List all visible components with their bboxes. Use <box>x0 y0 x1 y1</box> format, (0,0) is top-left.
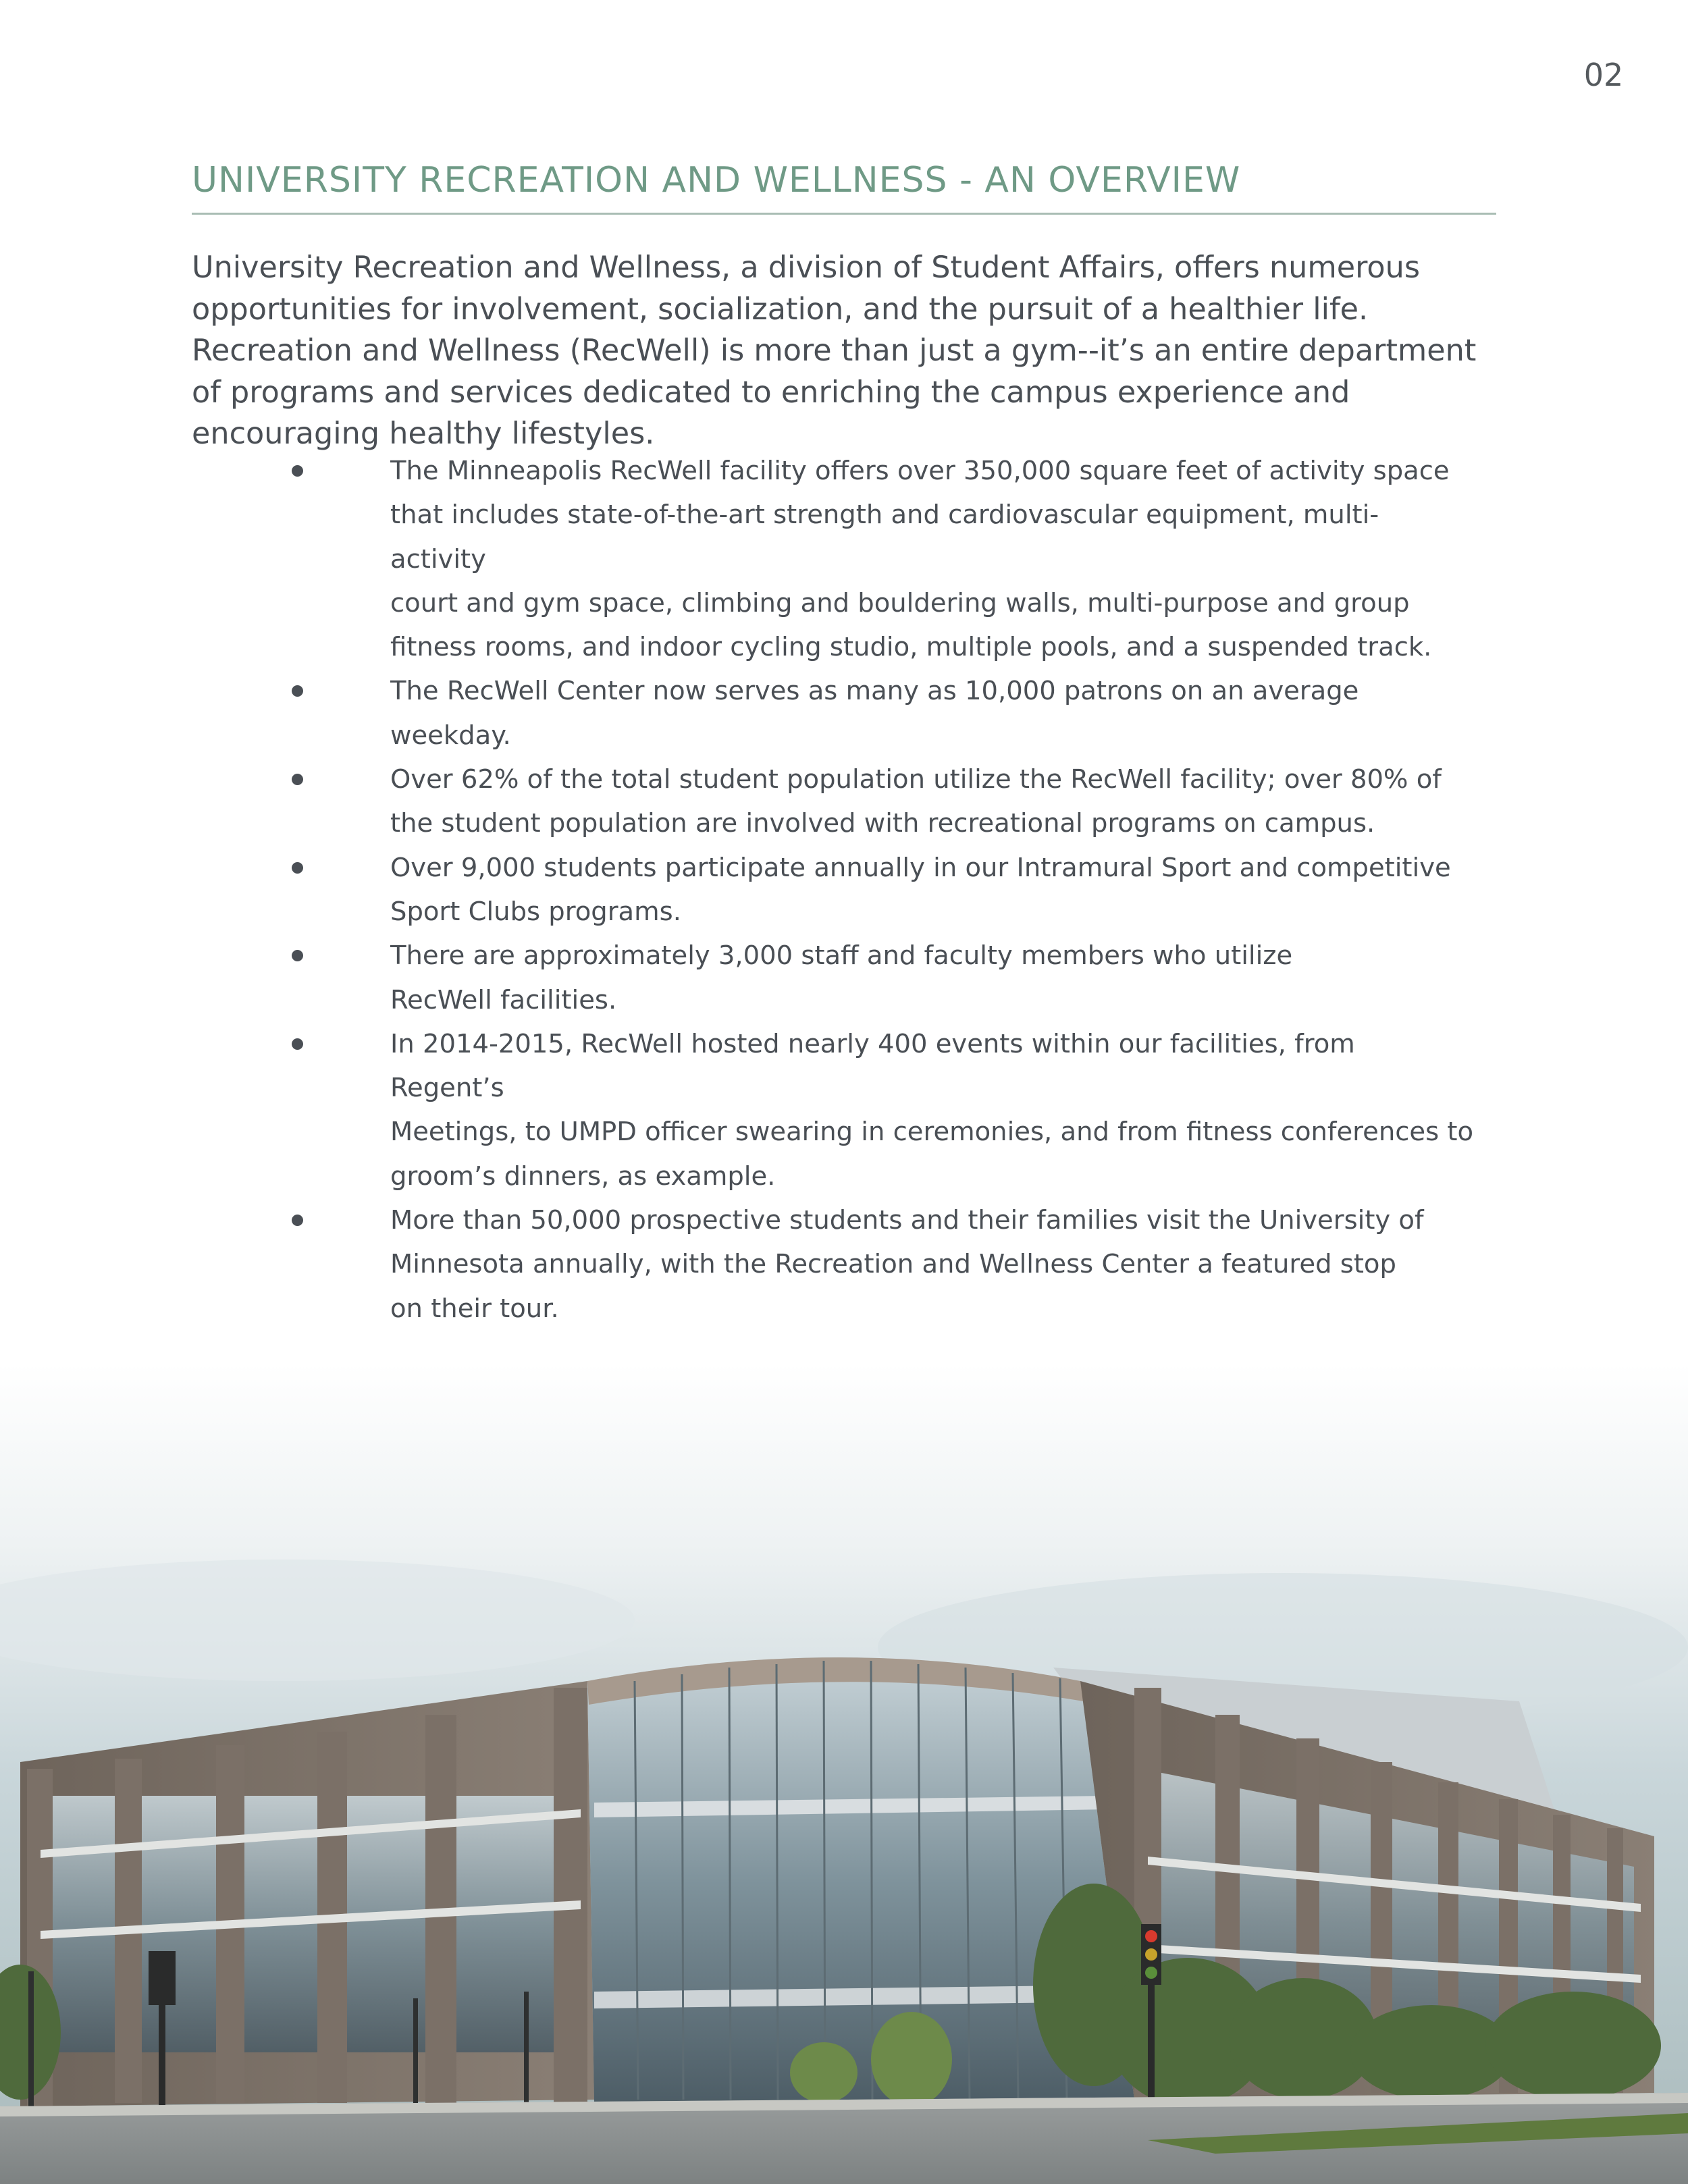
section-title: UNIVERSITY RECREATION AND WELLNESS - AN OVERVIEW <box>192 160 1241 201</box>
list-item <box>192 846 1475 934</box>
bullet-icon <box>292 685 303 697</box>
list-item <box>192 757 1475 846</box>
title-divider <box>192 213 1496 215</box>
list-item-text: The Minneapolis RecWell facility offers over 350,000 square feet of activity space that includes state-of-the-art strength and cardiovascular equipment, multi-activity court and gym space, climbing and bouldering walls, multi-purpose and group fitness rooms, and indoor cycling studio, multiple pools, and a suspended track. <box>390 456 1450 663</box>
bullet-icon <box>292 465 303 477</box>
list-item <box>192 1198 1475 1331</box>
list-item <box>192 1022 1475 1198</box>
list-item <box>192 669 1475 757</box>
building-photo <box>0 1364 1688 2184</box>
page-number: 02 <box>1583 57 1624 93</box>
list-item-text: More than 50,000 prospective students and their families visit the University of Minnesota annually, with the Recreation and Wellness Center a featured stop on their tour. <box>390 1205 1424 1324</box>
intro-paragraph: University Recreation and Wellness, a division of Student Affairs, offers numerous opportunities for involvement, socialization, and the pursuit of a healthier life. Recreation and Wellness (RecWell) is more than just a gym--it’s an entire department of programs and services dedicated to enriching the campus experience and encouraging healthy lifestyles. <box>192 250 1477 451</box>
list-item-text: Over 9,000 students participate annually in our Intramural Sport and competitive Sport Clubs programs. <box>390 852 1451 927</box>
list-item-text: Over 62% of the total student population utilize the RecWell facility; over 80% of the student population are involved with recreational programs on campus. <box>390 764 1442 839</box>
bullet-icon <box>292 862 303 874</box>
bullet-icon <box>292 950 303 961</box>
bullet-icon <box>292 1215 303 1226</box>
list-item <box>192 934 1475 1022</box>
bullet-icon <box>292 1038 303 1050</box>
list-item <box>192 449 1475 669</box>
list-item-text: In 2014-2015, RecWell hosted nearly 400 events within our facilities, from Regent’s Meetings, to UMPD officer swearing in ceremonies, and from fitness conferences to groom’s dinners, as example. <box>390 1028 1474 1192</box>
facts-list <box>192 449 1475 1331</box>
list-item-text: There are approximately 3,000 staff and faculty members who utilize RecWell facilities. <box>390 940 1293 1015</box>
bullet-icon <box>292 774 303 785</box>
list-item-text: The RecWell Center now serves as many as 10,000 patrons on an average weekday. <box>390 676 1359 751</box>
